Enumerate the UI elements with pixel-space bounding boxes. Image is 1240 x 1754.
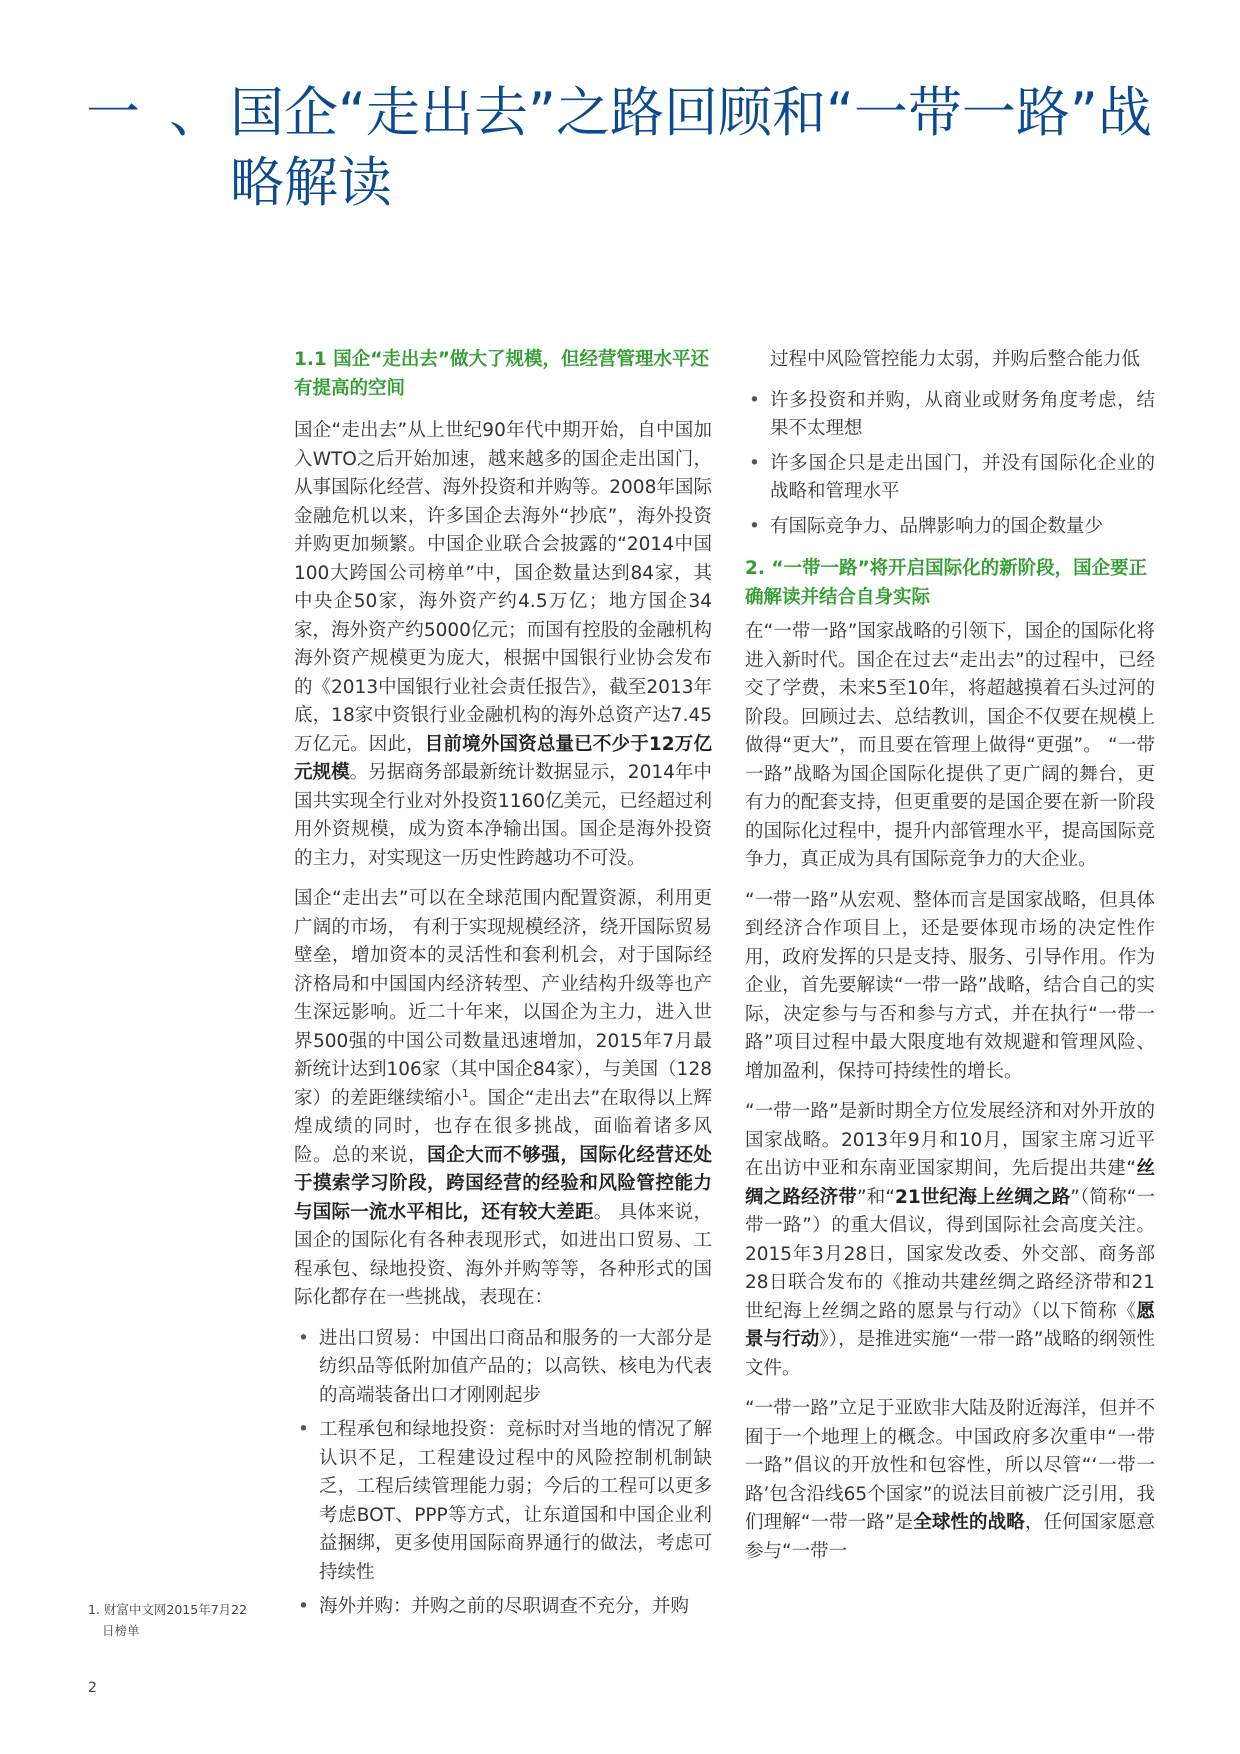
list-item: • 许多国企只是走出国门，并没有国际化企业的战略和管理水平	[745, 450, 1155, 507]
list-item: • 有国际竞争力、品牌影响力的国企数量少	[745, 513, 1155, 542]
footnote	[88, 1599, 258, 1641]
left-column	[294, 346, 712, 1628]
right-column	[745, 346, 1155, 1578]
paragraph-6-text-a: “一带一路”立足于亚欧非大陆及附近海洋，但并不囿于一个地理上的概念。中国政府多次重申“一带一路”倡议的开放性和包容性，所以尽管“‘一带一路’包含沿线65个国家”的说法目前被广泛引用，我们理解“一带一路”是	[745, 1398, 1155, 1533]
paragraph-5-text-c: ”（简称“一带一路”）的重大倡议，得到国际社会高度关注。2015年3月28日，国家发改委、外交部、商务部28日联合发布的《推动共建丝绸之路经济带和21世纪海上丝绸之路的愿景与行动》（以下简称《	[745, 1186, 1155, 1322]
footnote-line-1: 1. 财富中文网2015年7月22	[88, 1602, 248, 1617]
paragraph-1-text-b: 。另据商务部最新统计数据显示，2014年中国共实现全行业对外投资1160亿美元，已经超过利用外资规模，成为资本净输出国。国企是海外投资的主力，对实现这一历史性跨越功不可没。	[294, 762, 712, 869]
paragraph-5-text-d: 》），是推进实施“一带一路”战略的纲领性文件。	[745, 1329, 1155, 1379]
paragraph-6-text-b: ，任何国家愿意参与“一带一	[745, 1512, 1155, 1562]
paragraph-5-bold-3: 愿景与行动	[745, 1300, 1155, 1350]
paragraph-2-text-b: 。国企“走出去”在取得以上辉煌成绩的同时，也存在很多挑战，面临着诸多风险。总的来说，	[294, 1087, 712, 1166]
challenge-list	[294, 1325, 712, 1622]
list-item: • 进出口贸易：中国出口商品和服务的一大部分是纺织品等低附加值产品的；以高铁、核电为代表的高端装备出口才刚刚起步	[294, 1325, 712, 1411]
paragraph-3: 在“一带一路”国家战略的引领下，国企的国际化将进入新时代。国企在过去“走出去”的过程中，已经交了学费，未来5至10年，将超越摸着石头过河的阶段。回顾过去、总结教训，国企不仅要在规模上做得“更大”，而且要在管理上做得“更强”。 “一带一路”战略为国企国际化提供了更广阔的舞台，更有力的配套支持，但更重要的是国企要在新一阶段的国际化过程中，提升内部管理水平，提高国际竞争力，真正成为具有国际竞争力的大企业。	[745, 621, 1155, 870]
section-title-1-1: 1.1 国企“走出去”做大了规模，但经营管理水平还有提高的空间	[294, 349, 710, 399]
page-number: 2	[88, 1680, 97, 1696]
list-item: • 许多投资和并购，从商业或财务角度考虑，结果不太理想	[745, 387, 1155, 444]
paragraph-5-text-a: “一带一路”是新时期全方位发展经济和对外开放的国家战略。2013年9月和10月，国家主席习近平在出访中亚和东南亚国家期间，先后提出共建“	[745, 1101, 1155, 1179]
paragraph-4: “一带一路”从宏观、整体而言是国家战略，但具体到经济合作项目上，还是要体现市场的决定性作用，政府发挥的只是支持、服务、引导作用。作为企业，首先要解读“一带一路”战略，结合自己的实际，决定参与与否和参与方式，并在执行“一带一路”项目过程中最大限度地有效规避和管理风险、增加盈利，保持可持续性的增长。	[745, 889, 1155, 1082]
paragraph-2-bold: 国企大而不够强，国际化经营还处于摸索学习阶段，跨国经营的经验和风险管控能力与国际一流水平相比，还有较大差距	[294, 1144, 712, 1223]
chapter-number: 一 、	[86, 81, 230, 144]
paragraph-2-text-c: 。 具体来说，国企的国际化有各种表现形式，如进出口贸易、工程承包、绿地投资、海外并购等等，各种形式的国际化都存在一些挑战，表现在：	[294, 1201, 712, 1308]
challenge-list-continued	[745, 387, 1155, 542]
paragraph-5-bold-2: 21世纪海上丝绸之路	[895, 1186, 1071, 1208]
paragraph-2	[294, 885, 712, 1313]
list-item: • 海外并购：并购之前的尽职调查不充分，并购	[294, 1593, 712, 1622]
footnote-ref: 1	[461, 1086, 469, 1100]
paragraph-5-bold-1: 丝绸之路经济带	[745, 1158, 1155, 1208]
paragraph-1	[294, 417, 712, 873]
paragraph-2-text-a: 国企“走出去”可以在全球范围内配置资源，利用更广阔的市场， 有利于实现规模经济，绕开国际贸易壁垒，增加资本的灵活性和套利机会，对于国际经济格局和中国国内经济转型、产业结构升级等也产生深远影响。近二十年来，以国企为主力，进入世界500强的中国公司数量迅速增加，2015年7月最新统计达到106家（其中国企84家），与美国（128家）的差距继续缩小	[294, 888, 712, 1109]
footnote-line-2: 日榜单	[102, 1623, 140, 1638]
list-item: • 工程承包和绿地投资：竞标时对当地的情况了解认识不足，工程建设过程中的风险控制机制缺乏，工程后续管理能力弱；今后的工程可以更多考虑BOT、PPP等方式，让东道国和中国企业利益捆绑，更多使用国际商界通行的做法，考虑可持续性	[294, 1416, 712, 1587]
chapter-title: 国企“走出去”之路回顾和“一带一路”战略解读	[230, 81, 1152, 214]
paragraph-1-bold: 目前境外国资总量已不少于12万亿元规模	[294, 733, 712, 783]
paragraph-6-bold: 全球性的战略	[913, 1512, 1025, 1533]
paragraph-1-text-a: 国企“走出去”从上世纪90年代中期开始，自中国加入WTO之后开始加速，越来越多的国企走出国门，从事国际化经营、海外投资和并购等。2008年国际金融危机以来，许多国企去海外“抄底”，海外投资并购更加频繁。中国企业联合会披露的“2014中国100大跨国公司榜单”中，国企数量达到84家，其中央企50家，海外资产约4.5万亿；地方国企34家，海外资产约5000亿元；而国有控股的金融机构海外资产规模更为庞大，根据中国银行业协会发布的《2013中国银行业社会责任报告》，截至2013年底，18家中资银行业金融机构的海外总资产达7.45万亿元。因此，	[294, 420, 712, 755]
section-title-2: 2. “一带一路”将开启国际化的新阶段，国企要正确解读并结合自身实际	[745, 558, 1148, 608]
paragraph-5	[745, 1098, 1155, 1383]
paragraph-5-text-b: ”和“	[857, 1186, 895, 1208]
paragraph-6	[745, 1395, 1155, 1566]
list-item-continuation: 过程中风险管控能力太弱，并购后整合能力低	[770, 349, 1141, 370]
